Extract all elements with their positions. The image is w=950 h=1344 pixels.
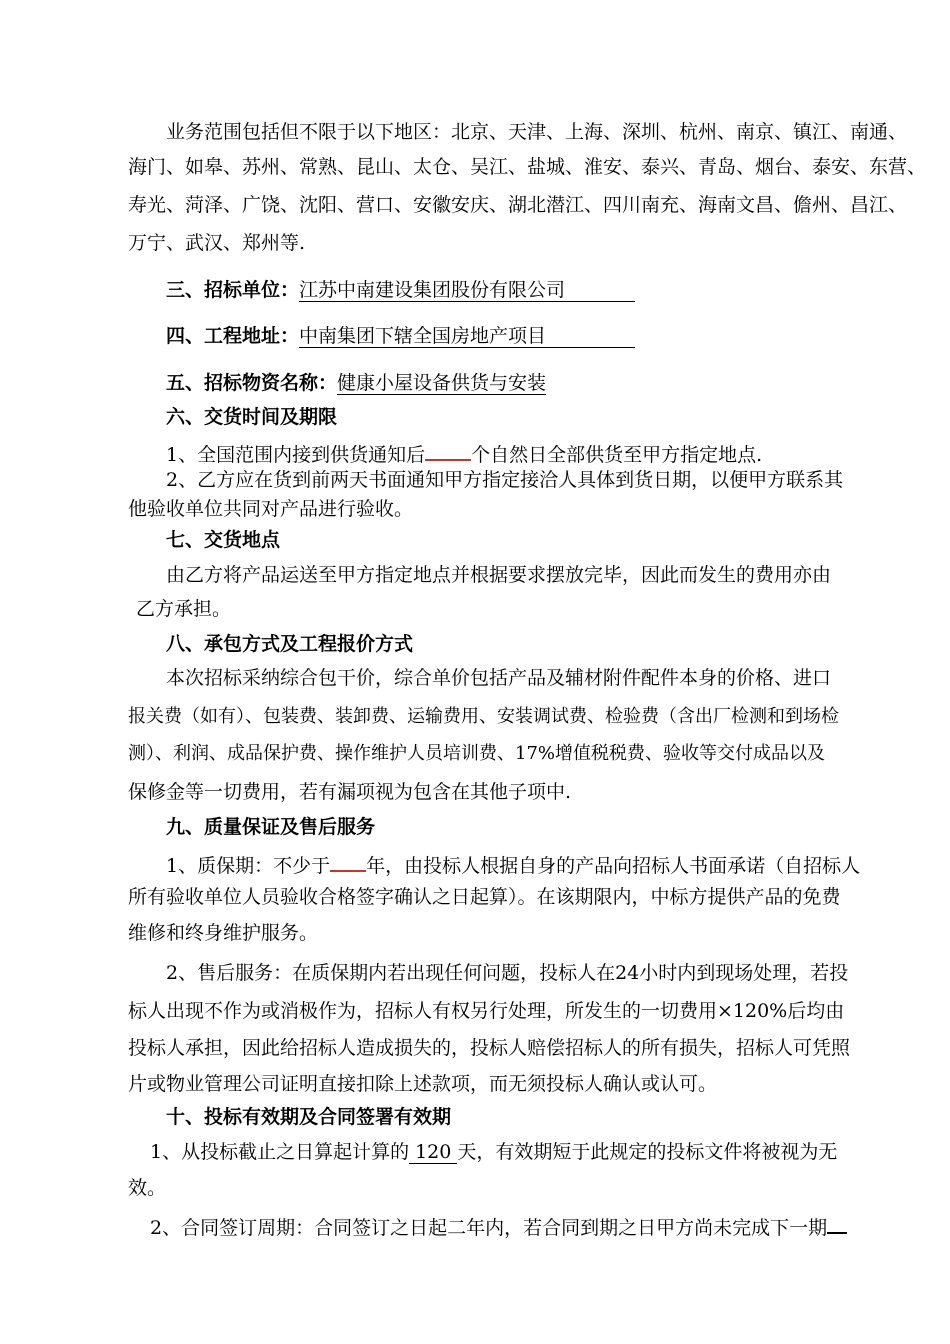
section-9-p1-line-1 (166, 850, 860, 878)
section-9-p1-start: 1、质保期：不少于 (166, 855, 331, 877)
section-3 (166, 278, 635, 302)
scope-line-1: 业务范围包括但不限于以下地区：北京、天津、上海、深圳、杭州、南京、镇江、南通、 (166, 121, 908, 143)
section-8-line-3: 测）、利润、成品保护费、操作维护人员培训费、17%增值税税费、验收等交付成品以及 (128, 743, 826, 764)
section-9-heading: 九、质量保证及售后服务 (166, 816, 376, 838)
section-8-line-1: 本次招标采纳综合包干价，综合单价包括产品及辅材附件配件本身的价格、进口 (166, 667, 832, 689)
warranty-years-blank (330, 850, 366, 872)
section-6-p1-start: 1、全国范围内接到供货通知后 (166, 444, 426, 466)
section-10-p1-start: 1、从投标截止之日算起计算的 (150, 1141, 410, 1163)
section-10-p2-text: 2、合同签订周期：合同签订之日起二年内，若合同到期之日甲方尚未完成下一期 (150, 1217, 828, 1239)
section-9-p2-line-3: 投标人承担，因此给招标人造成损失的，投标人赔偿招标人的所有损失，招标人可凭照 (128, 1037, 851, 1059)
section-7-line-2: 乙方承担。 (136, 598, 232, 620)
tender-unit-value: 江苏中南建设集团股份有限公司 (299, 280, 635, 302)
section-8-heading: 八、承包方式及工程报价方式 (166, 633, 414, 655)
section-8-line-2: 报关费（如有）、包装费、装卸费、运输费用、安装调试费、检验费（含出厂检测和到场检 (128, 706, 839, 727)
section-10-heading: 十、投标有效期及合同签署有效期 (166, 1106, 452, 1128)
project-address-value: 中南集团下辖全国房地产项目 (299, 326, 635, 348)
section-5 (166, 371, 546, 395)
section-6-p2-line-2: 他验收单位共同对产品进行验收。 (128, 498, 414, 520)
section-9-p1-line-2: 所有验收单位人员验收合格签字确认之日起算）。在该期限内，中标方提供产品的免费 (128, 886, 841, 908)
section-6-p1 (166, 439, 762, 467)
validity-days-value: 120 (409, 1142, 457, 1164)
section-10-p1-end: 天，有效期短于此规定的投标文件将被视为无 (457, 1141, 838, 1163)
section-4-heading: 四、工程地址： (166, 325, 300, 347)
section-9-p2-line-1: 2、售后服务：在质保期内若出现任何问题，投标人在24小时内到现场处理，若投 (166, 962, 849, 984)
scope-line-3: 寿光、菏泽、广饶、沈阳、营口、安徽安庆、湖北潜江、四川南充、海南文昌、儋州、昌江、 (128, 194, 908, 216)
section-7-heading: 七、交货地点 (166, 529, 281, 551)
section-4 (166, 324, 635, 348)
section-9-p1-line-3: 维修和终身维护服务。 (128, 922, 319, 944)
section-6-heading: 六、交货时间及期限 (166, 406, 338, 428)
material-name-value: 健康小屋设备供货与安装 (337, 372, 547, 394)
section-8-line-4: 保修金等一切费用，若有漏项视为包含在其他子项中. (128, 781, 572, 803)
next-period-blank (827, 1212, 847, 1234)
scope-line-4: 万宁、武汉、郑州等. (128, 232, 306, 254)
section-6-p1-end: 个自然日全部供货至甲方指定地点. (471, 444, 763, 466)
delivery-days-blank (425, 439, 471, 461)
section-9-p1-end: 年，由投标人根据自身的产品向招标人书面承诺（自招标人 (366, 855, 861, 877)
section-5-heading: 五、招标物资名称： (166, 372, 338, 394)
section-10-p1-line-1 (150, 1140, 837, 1164)
section-9-p2-line-2: 标人出现不作为或消极作为，招标人有权另行处理，所发生的一切费用×120%后均由 (128, 1000, 845, 1022)
section-10-p1-line-2: 效。 (128, 1177, 167, 1199)
section-6-p2-line-1: 2、乙方应在货到前两天书面通知甲方指定接洽人具体到货日期，以便甲方联系其 (166, 469, 844, 491)
section-10-p2-line-1 (150, 1212, 847, 1240)
section-9-p2-line-4: 片或物业管理公司证明直接扣除上述款项，而无须投标人确认或认可。 (128, 1073, 718, 1095)
scope-line-2: 海门、如皋、苏州、常熟、昆山、太仓、吴江、盐城、淮安、泰兴、青岛、烟台、泰安、东营、 (128, 156, 927, 178)
section-3-heading: 三、招标单位： (166, 279, 300, 301)
section-7-line-1: 由乙方将产品运送至甲方指定地点并根据要求摆放完毕，因此而发生的费用亦由 (166, 564, 832, 586)
